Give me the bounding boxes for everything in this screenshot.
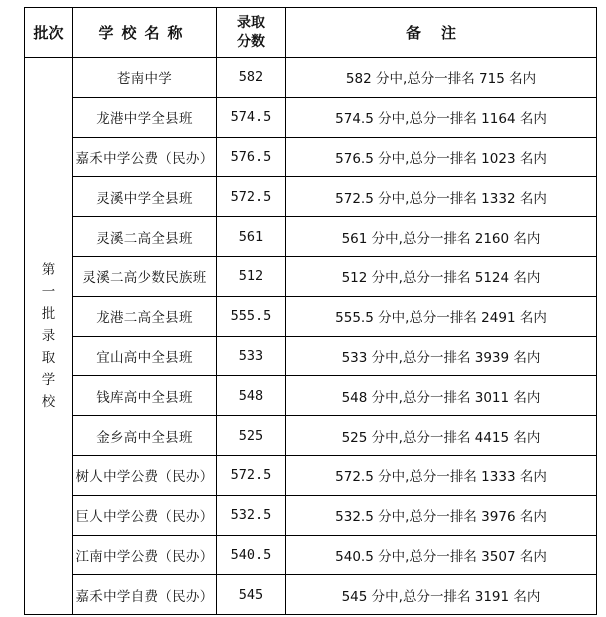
table-body (25, 58, 597, 615)
batch-label (25, 58, 73, 615)
remark-cell: 525 分中,总分一排名 4415 名内 (286, 416, 597, 456)
remark-cell: 548 分中,总分一排名 3011 名内 (286, 376, 597, 416)
remark-cell: 532.5 分中,总分一排名 3976 名内 (286, 495, 597, 535)
school-name-cell: 嘉禾中学公费（民办） (73, 137, 217, 177)
remark-cell: 574.5 分中,总分一排名 1164 名内 (286, 97, 597, 137)
school-name-cell: 嘉禾中学自费（民办） (73, 575, 217, 615)
remark-cell: 572.5 分中,总分一排名 1332 名内 (286, 177, 597, 217)
table-row (25, 58, 597, 98)
table-row (25, 177, 597, 217)
score-cell: 555.5 (217, 296, 286, 336)
header-score-line2: 分数 (237, 33, 265, 50)
table-row (25, 455, 597, 495)
remark-cell: 576.5 分中,总分一排名 1023 名内 (286, 137, 597, 177)
school-name-cell: 宜山高中全县班 (73, 336, 217, 376)
score-cell: 533 (217, 336, 286, 376)
table-row (25, 416, 597, 456)
header-school-name: 学校名称 (73, 8, 217, 58)
table-row (25, 97, 597, 137)
score-cell: 548 (217, 376, 286, 416)
score-cell: 572.5 (217, 455, 286, 495)
batch-char: 一 (41, 284, 56, 301)
score-cell: 525 (217, 416, 286, 456)
school-name-cell: 巨人中学公费（民办） (73, 495, 217, 535)
batch-char: 录 (41, 328, 56, 345)
table-row (25, 535, 597, 575)
score-cell: 574.5 (217, 97, 286, 137)
score-cell: 540.5 (217, 535, 286, 575)
school-name-cell: 灵溪二高全县班 (73, 217, 217, 257)
school-name-cell: 江南中学公费（民办） (73, 535, 217, 575)
score-cell: 532.5 (217, 495, 286, 535)
remark-cell: 533 分中,总分一排名 3939 名内 (286, 336, 597, 376)
batch-char: 学 (41, 372, 56, 389)
batch-char: 校 (41, 394, 56, 411)
batch-char: 第 (41, 262, 56, 279)
table-row (25, 256, 597, 296)
remark-cell: 545 分中,总分一排名 3191 名内 (286, 575, 597, 615)
school-name-cell: 龙港中学全县班 (73, 97, 217, 137)
table-row (25, 336, 597, 376)
school-name-cell: 树人中学公费（民办） (73, 455, 217, 495)
score-cell: 512 (217, 256, 286, 296)
header-batch: 批次 (25, 8, 73, 58)
score-cell: 545 (217, 575, 286, 615)
school-name-cell: 金乡高中全县班 (73, 416, 217, 456)
table-row (25, 495, 597, 535)
remark-cell: 561 分中,总分一排名 2160 名内 (286, 217, 597, 257)
batch-char: 批 (41, 306, 56, 323)
score-cell: 582 (217, 58, 286, 98)
header-remark: 备注 (286, 8, 597, 58)
school-name-cell: 龙港二高全县班 (73, 296, 217, 336)
header-score (217, 8, 286, 58)
remark-cell: 572.5 分中,总分一排名 1333 名内 (286, 455, 597, 495)
score-cell: 572.5 (217, 177, 286, 217)
school-name-cell: 灵溪二高少数民族班 (73, 256, 217, 296)
school-name-cell: 苍南中学 (73, 58, 217, 98)
remark-cell: 540.5 分中,总分一排名 3507 名内 (286, 535, 597, 575)
school-name-cell: 灵溪中学全县班 (73, 177, 217, 217)
table-header (25, 8, 597, 58)
header-score-line1: 录取 (237, 14, 265, 31)
table-row (25, 217, 597, 257)
score-cell: 576.5 (217, 137, 286, 177)
admission-table (24, 7, 597, 615)
score-cell: 561 (217, 217, 286, 257)
table-row (25, 575, 597, 615)
remark-cell: 512 分中,总分一排名 5124 名内 (286, 256, 597, 296)
batch-char: 取 (41, 350, 56, 367)
remark-cell: 582 分中,总分一排名 715 名内 (286, 58, 597, 98)
school-name-cell: 钱库高中全县班 (73, 376, 217, 416)
remark-cell: 555.5 分中,总分一排名 2491 名内 (286, 296, 597, 336)
table-row (25, 376, 597, 416)
table-row (25, 137, 597, 177)
table-row (25, 296, 597, 336)
